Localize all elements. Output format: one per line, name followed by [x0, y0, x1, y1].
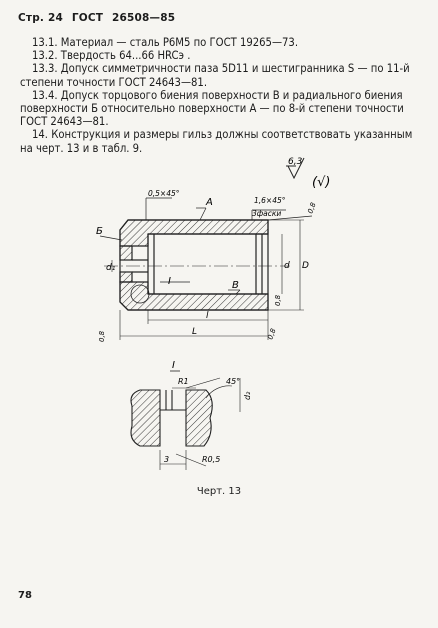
roughness-note: (√): [312, 175, 331, 190]
detail-view-title: I: [172, 360, 175, 371]
surface-label-v: В: [232, 280, 239, 291]
paragraph-14: 14. Конструкция и размеры гильз должны соответствовать указанным на черт. 13 и в табл. 9.: [20, 128, 413, 155]
technical-drawing: [0, 150, 438, 480]
figure-caption: Черт. 13: [196, 486, 242, 497]
detail-d2: d₂: [243, 391, 252, 400]
dimension-L: L: [192, 327, 198, 337]
chamfer-count: 3фаски: [252, 209, 282, 218]
paragraph-13-4: 13.4. Допуск торцового биения поверхности В и радиального биения поверхности Б относительно поверхности А — по 8-й степени точности ГОСТ 24643—81.: [20, 88, 404, 129]
sleeve-section: [120, 220, 268, 310]
roughness-value-1: 0,8: [306, 201, 318, 215]
detail-radius-05: R0,5: [202, 455, 221, 464]
page-header: [18, 12, 180, 24]
paragraph-13-2: 13.2. Твердость 64...66 HRCэ .: [32, 49, 191, 63]
detail-view: [131, 390, 212, 446]
roughness-main-value: 6,3: [288, 157, 303, 167]
paragraph-13-1: 13.1. Материал — сталь Р6М5 по ГОСТ 19265—73.: [32, 36, 299, 49]
roughness-value-4: 0,8: [266, 327, 278, 341]
detail-radius-1: R1: [178, 377, 189, 386]
standard-label: ГОСТ: [71, 12, 104, 24]
dimension-D: D: [302, 261, 309, 271]
surface-label-b-rus: Б: [96, 226, 103, 237]
page-number: 78: [18, 590, 32, 601]
dimension-d1: d₁: [106, 263, 116, 273]
chamfer-right: 1,6×45°: [254, 196, 286, 205]
detail-label: I: [168, 276, 171, 287]
body-text: [20, 36, 418, 155]
surface-label-a: А: [206, 197, 213, 208]
standard-number: 26508—85: [111, 12, 176, 24]
roughness-value-3: 0,8: [274, 294, 282, 306]
dimension-l: l: [206, 311, 209, 321]
chamfer-left: 0,5×45°: [148, 189, 180, 198]
paragraph-13-3: 13.3. Допуск симметричности паза 5D11 и шестигранника S — по 11-й степени точности ГОСТ 24643—81.: [20, 62, 410, 89]
roughness-value-2: 0,8: [98, 330, 106, 342]
detail-angle: 45°: [226, 377, 241, 386]
dimension-d: d: [284, 261, 290, 271]
page-label: Стр. 24: [18, 12, 63, 24]
detail-dim-3: 3: [164, 455, 170, 464]
